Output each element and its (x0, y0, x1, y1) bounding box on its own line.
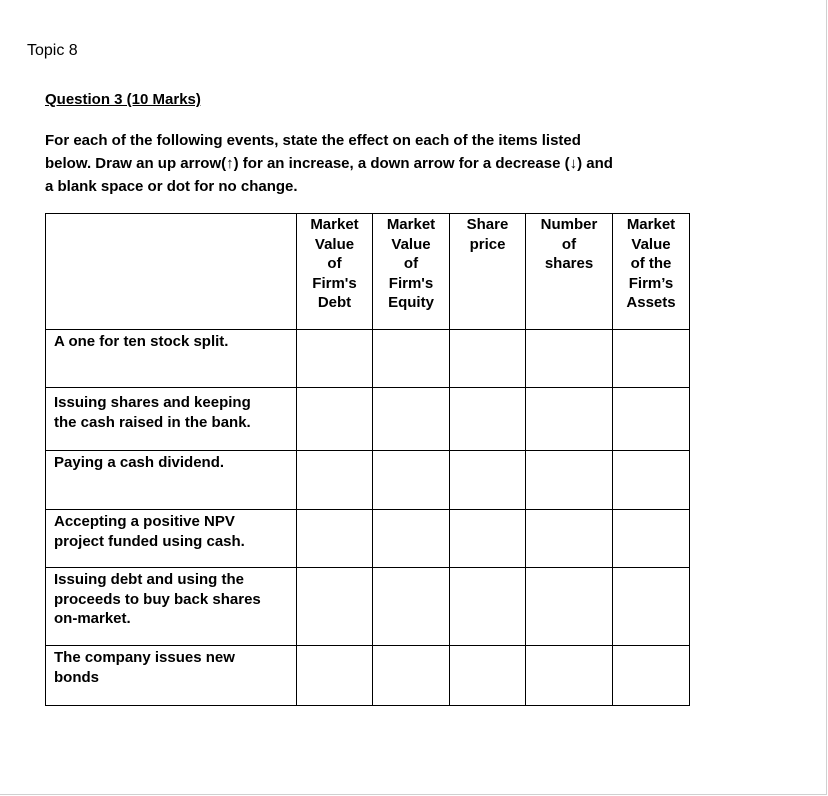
answer-cell[interactable] (526, 646, 613, 706)
answer-cell[interactable] (450, 646, 526, 706)
answer-cell[interactable] (297, 388, 373, 451)
event-cell: A one for ten stock split. (46, 330, 297, 388)
question-title: Question 3 (10 Marks) (45, 91, 201, 108)
answer-cell[interactable] (297, 330, 373, 388)
answer-cell[interactable] (450, 451, 526, 510)
answer-cell[interactable] (297, 646, 373, 706)
table-row (46, 330, 690, 388)
answer-cell[interactable] (450, 510, 526, 568)
answer-cell[interactable] (526, 330, 613, 388)
table-row (46, 568, 690, 646)
table-row (46, 388, 690, 451)
answer-cell[interactable] (613, 646, 690, 706)
event-cell: Accepting a positive NPV project funded using cash. (46, 510, 297, 568)
answer-cell[interactable] (526, 568, 613, 646)
answer-cell[interactable] (613, 330, 690, 388)
answer-cell[interactable] (297, 510, 373, 568)
header-market-value-debt: Market Value of Firm's Debt (297, 214, 373, 330)
answer-cell[interactable] (297, 451, 373, 510)
header-event-cell (46, 214, 297, 330)
answer-cell[interactable] (613, 451, 690, 510)
header-market-value-equity: Market Value of Firm's Equity (373, 214, 450, 330)
header-market-value-assets: Market Value of the Firm’s Assets (613, 214, 690, 330)
table-row (46, 646, 690, 706)
effects-table (45, 213, 690, 706)
answer-cell[interactable] (450, 330, 526, 388)
event-cell: Issuing shares and keeping the cash raised in the bank. (46, 388, 297, 451)
header-share-price: Share price (450, 214, 526, 330)
answer-cell[interactable] (450, 568, 526, 646)
instructions-line: a blank space or dot for no change. (45, 178, 298, 195)
instructions (45, 129, 695, 198)
event-cell: Issuing debt and using the proceeds to buy back shares on-market. (46, 568, 297, 646)
answer-cell[interactable] (297, 568, 373, 646)
header-number-of-shares: Number of shares (526, 214, 613, 330)
answer-cell[interactable] (613, 388, 690, 451)
table-row (46, 451, 690, 510)
answer-cell[interactable] (613, 568, 690, 646)
answer-cell[interactable] (373, 330, 450, 388)
answer-cell[interactable] (613, 510, 690, 568)
answer-cell[interactable] (526, 510, 613, 568)
event-cell: Paying a cash dividend. (46, 451, 297, 510)
instructions-line: below. Draw an up arrow(↑) for an increase, a down arrow for a decrease (↓) and (45, 155, 613, 172)
topic-heading: Topic 8 (27, 42, 78, 59)
answer-cell[interactable] (373, 451, 450, 510)
answer-cell[interactable] (373, 568, 450, 646)
event-cell: The company issues new bonds (46, 646, 297, 706)
answer-cell[interactable] (373, 388, 450, 451)
header-row (46, 214, 690, 330)
answer-cell[interactable] (526, 451, 613, 510)
answer-cell[interactable] (373, 646, 450, 706)
answer-cell[interactable] (373, 510, 450, 568)
answer-cell[interactable] (450, 388, 526, 451)
instructions-line: For each of the following events, state the effect on each of the items listed (45, 132, 581, 149)
table-row (46, 510, 690, 568)
answer-cell[interactable] (526, 388, 613, 451)
